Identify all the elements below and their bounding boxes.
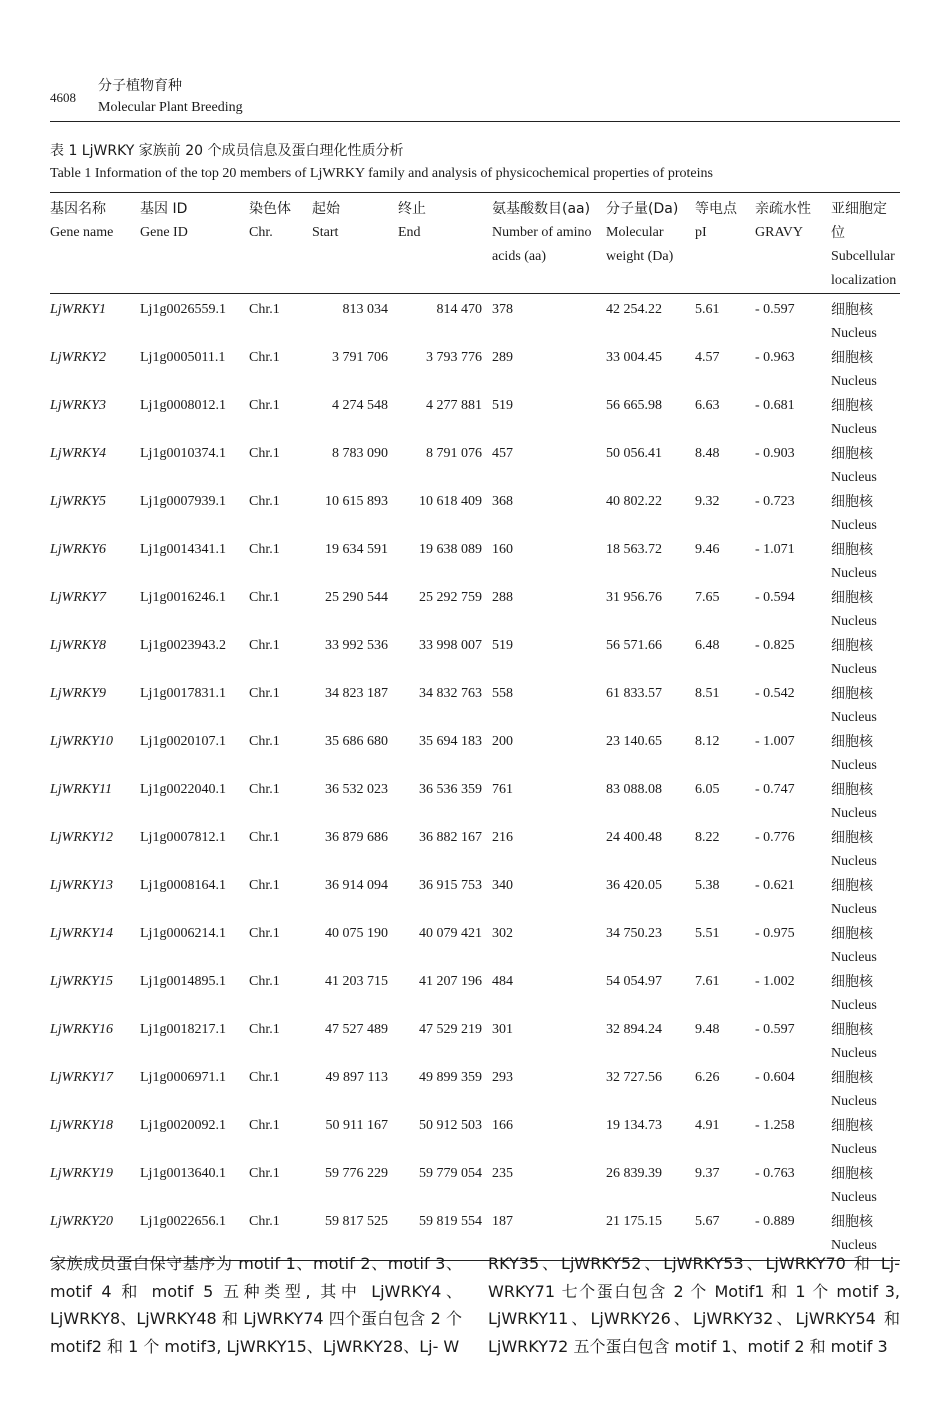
amino-acids-cell: 200 [492, 734, 513, 749]
molecular-weight-cell: 36 420.05 [606, 878, 662, 893]
end-cell: 33 998 007 [419, 638, 482, 653]
start-cell: 813 034 [342, 302, 388, 317]
table-caption-en: Table 1 Information of the top 20 members of LjWRKY family and analysis of physicochemical properties of proteins [50, 166, 713, 181]
pi-cell: 5.61 [695, 302, 720, 317]
chr-cell: Chr.1 [249, 446, 280, 461]
chr-cell: Chr.1 [249, 830, 280, 845]
gene-name-cell: LjWRKY16 [50, 1022, 114, 1037]
gene-name-cell: LjWRKY14 [50, 926, 114, 941]
amino-acids-cell: 187 [492, 1210, 606, 1261]
localization-en: Nucleus [831, 902, 877, 917]
table-row [50, 1114, 900, 1162]
localization-en: Nucleus [831, 566, 877, 581]
body-text-right-column: RKY35、LjWRKY52、LjWRKY53、LjWRKY70 和 Lj- WRKY71 七个蛋白包含 2 个 Motif1 和 1 个 motif 3, LjWRKY11、LjWRKY26、LjWRKY32、LjWRKY54 和 LjWRKY72 五个蛋白包含 motif 1、motif 2 和 motif 3 [488, 1254, 900, 1356]
pi-cell: 7.61 [695, 974, 720, 989]
end-cell: 36 536 359 [419, 782, 482, 797]
localization-en: Nucleus [831, 758, 877, 773]
table-row [50, 394, 900, 442]
gene-id-cell: Lj1g0007939.1 [140, 494, 226, 509]
localization-en: Nucleus [831, 1142, 877, 1157]
header-amino-acids: 氨基酸数目(aa) Number of amino acids (aa) [492, 193, 606, 294]
localization-cn: 细胞核 [831, 926, 873, 942]
chr-cell: Chr.1 [249, 398, 280, 413]
localization-cell [831, 730, 900, 778]
header-gravy: 亲疏水性 GRAVY [755, 193, 831, 294]
table-row [50, 874, 900, 922]
localization-en: Nucleus [831, 422, 877, 437]
gene-id-cell: Lj1g0026559.1 [140, 302, 226, 317]
gene-id-cell: Lj1g0005011.1 [140, 350, 226, 365]
table-header-row [50, 193, 900, 294]
gene-id-cell: Lj1g0022040.1 [140, 782, 226, 797]
localization-cn: 细胞核 [831, 1214, 873, 1230]
gene-id-cell: Lj1g0023943.2 [140, 638, 226, 653]
gene-name-cell: LjWRKY8 [50, 638, 107, 653]
molecular-weight-cell: 18 563.72 [606, 542, 662, 557]
start-cell: 59 776 229 [325, 1166, 388, 1181]
start-cell: 34 823 187 [325, 686, 388, 701]
gene-name-cell: LjWRKY19 [50, 1166, 114, 1181]
gene-id-cell: Lj1g0006971.1 [140, 1070, 226, 1085]
journal-title-cn: 分子植物育种 [98, 78, 182, 94]
amino-acids-cell: 519 [492, 398, 513, 413]
table-row [50, 970, 900, 1018]
header-pi: 等电点 pI [695, 193, 755, 294]
table-row [50, 1018, 900, 1066]
molecular-weight-cell: 40 802.22 [606, 494, 662, 509]
start-cell: 50 911 167 [325, 1118, 388, 1133]
amino-acids-cell: 160 [492, 542, 513, 557]
localization-cell [831, 394, 900, 442]
pi-cell: 4.57 [695, 350, 720, 365]
gene-id-cell: Lj1g0017831.1 [140, 686, 226, 701]
localization-cell [831, 778, 900, 826]
gene-id-cell: Lj1g0008164.1 [140, 878, 226, 893]
header-end: 终止 End [398, 193, 492, 294]
header-chr: 染色体 Chr. [249, 193, 312, 294]
molecular-weight-cell: 31 956.76 [606, 590, 662, 605]
amino-acids-cell: 457 [492, 446, 513, 461]
end-cell: 4 277 881 [426, 398, 482, 413]
molecular-weight-cell: 61 833.57 [606, 686, 662, 701]
molecular-weight-cell: 42 254.22 [606, 302, 662, 317]
end-cell: 19 638 089 [419, 542, 482, 557]
pi-cell: 8.48 [695, 446, 720, 461]
localization-en: Nucleus [831, 710, 877, 725]
gene-id-cell: Lj1g0022656.1 [140, 1210, 249, 1261]
localization-cn: 细胞核 [831, 446, 873, 462]
start-cell: 4 274 548 [332, 398, 388, 413]
molecular-weight-cell: 26 839.39 [606, 1166, 662, 1181]
pi-cell: 6.48 [695, 638, 720, 653]
localization-cell [831, 1114, 900, 1162]
chr-cell: Chr.1 [249, 350, 280, 365]
localization-cn: 细胞核 [831, 1166, 873, 1182]
gene-name-cell: LjWRKY9 [50, 686, 107, 701]
localization-cn: 细胞核 [831, 974, 873, 990]
localization-cell [831, 346, 900, 394]
chr-cell: Chr.1 [249, 1166, 280, 1181]
data-table-wrapper [50, 192, 900, 1261]
localization-cn: 细胞核 [831, 302, 873, 318]
molecular-weight-cell: 23 140.65 [606, 734, 662, 749]
localization-cell [831, 970, 900, 1018]
table-row [50, 442, 900, 490]
localization-en: Nucleus [831, 470, 877, 485]
localization-en: Nucleus [831, 662, 877, 677]
journal-title [98, 76, 243, 118]
gene-name-cell: LjWRKY5 [50, 494, 107, 509]
header-localization: 亚细胞定位 Subcellular localization [831, 193, 900, 294]
gravy-cell: - 1.002 [755, 974, 795, 989]
table-caption [50, 140, 900, 186]
gene-id-cell: Lj1g0006214.1 [140, 926, 226, 941]
end-cell: 40 079 421 [419, 926, 482, 941]
localization-en: Nucleus [831, 1238, 877, 1253]
table-row [50, 1162, 900, 1210]
table-caption-cn: 表 1 LjWRKY 家族前 20 个成员信息及蛋白理化性质分析 [50, 143, 404, 159]
table-row [50, 538, 900, 586]
gravy-cell: - 0.825 [755, 638, 795, 653]
amino-acids-cell: 368 [492, 494, 513, 509]
amino-acids-cell: 289 [492, 350, 513, 365]
pi-cell: 9.32 [695, 494, 720, 509]
localization-cell [831, 682, 900, 730]
start-cell: 8 783 090 [332, 446, 388, 461]
pi-cell: 6.26 [695, 1070, 720, 1085]
gene-id-cell: Lj1g0008012.1 [140, 398, 226, 413]
gravy-cell: - 0.963 [755, 350, 795, 365]
localization-en: Nucleus [831, 326, 877, 341]
gene-id-cell: Lj1g0007812.1 [140, 830, 226, 845]
localization-cn: 细胞核 [831, 830, 873, 846]
gravy-cell: - 0.903 [755, 446, 795, 461]
localization-cell [831, 1018, 900, 1066]
start-cell: 36 879 686 [325, 830, 388, 845]
localization-cn: 细胞核 [831, 734, 873, 750]
localization-en: Nucleus [831, 1190, 877, 1205]
page-header [50, 76, 900, 120]
localization-cn: 细胞核 [831, 494, 873, 510]
gene-name-cell: LjWRKY1 [50, 302, 107, 317]
end-cell: 35 694 183 [419, 734, 482, 749]
gravy-cell: - 0.597 [755, 1022, 795, 1037]
molecular-weight-cell: 50 056.41 [606, 446, 662, 461]
localization-en: Nucleus [831, 854, 877, 869]
start-cell: 33 992 536 [325, 638, 388, 653]
gravy-cell: - 0.542 [755, 686, 795, 701]
end-cell: 8 791 076 [426, 446, 482, 461]
gravy-cell: - 0.776 [755, 830, 795, 845]
localization-cell [831, 634, 900, 682]
start-cell: 59 817 525 [312, 1210, 398, 1261]
pi-cell: 9.37 [695, 1166, 720, 1181]
start-cell: 25 290 544 [325, 590, 388, 605]
end-cell: 49 899 359 [419, 1070, 482, 1085]
localization-en: Nucleus [831, 1094, 877, 1109]
end-cell: 50 912 503 [419, 1118, 482, 1133]
chr-cell: Chr.1 [249, 734, 280, 749]
localization-cn: 细胞核 [831, 638, 873, 654]
gene-name-cell: LjWRKY13 [50, 878, 114, 893]
pi-cell: 6.05 [695, 782, 720, 797]
gene-name-cell: LjWRKY20 [50, 1210, 140, 1261]
amino-acids-cell: 166 [492, 1118, 513, 1133]
gene-id-cell: Lj1g0014341.1 [140, 542, 226, 557]
localization-en: Nucleus [831, 950, 877, 965]
table-row [50, 682, 900, 730]
start-cell: 19 634 591 [325, 542, 388, 557]
localization-cell [831, 1066, 900, 1114]
molecular-weight-cell: 19 134.73 [606, 1118, 662, 1133]
amino-acids-cell: 340 [492, 878, 513, 893]
gene-id-cell: Lj1g0018217.1 [140, 1022, 226, 1037]
chr-cell: Chr.1 [249, 638, 280, 653]
chr-cell: Chr.1 [249, 1118, 280, 1133]
gravy-cell: - 1.258 [755, 1118, 795, 1133]
end-cell: 3 793 776 [426, 350, 482, 365]
pi-cell: 4.91 [695, 1118, 720, 1133]
amino-acids-cell: 301 [492, 1022, 513, 1037]
molecular-weight-cell: 32 894.24 [606, 1022, 662, 1037]
gravy-cell: - 0.597 [755, 302, 795, 317]
table-row [50, 1066, 900, 1114]
localization-cn: 细胞核 [831, 350, 873, 366]
end-cell: 59 819 554 [398, 1210, 492, 1261]
chr-cell: Chr.1 [249, 1210, 312, 1261]
localization-cn: 细胞核 [831, 542, 873, 558]
header-gene-name: 基因名称 Gene name [50, 193, 140, 294]
data-table [50, 192, 900, 1261]
localization-en: Nucleus [831, 518, 877, 533]
end-cell: 47 529 219 [419, 1022, 482, 1037]
localization-cell [831, 1162, 900, 1210]
amino-acids-cell: 378 [492, 302, 513, 317]
end-cell: 25 292 759 [419, 590, 482, 605]
gene-name-cell: LjWRKY15 [50, 974, 114, 989]
localization-en: Nucleus [831, 998, 877, 1013]
chr-cell: Chr.1 [249, 974, 280, 989]
start-cell: 49 897 113 [325, 1070, 388, 1085]
table-row [50, 778, 900, 826]
amino-acids-cell: 484 [492, 974, 513, 989]
amino-acids-cell: 293 [492, 1070, 513, 1085]
gravy-cell: - 0.747 [755, 782, 795, 797]
end-cell: 34 832 763 [419, 686, 482, 701]
molecular-weight-cell: 34 750.23 [606, 926, 662, 941]
table-row [50, 826, 900, 874]
chr-cell: Chr.1 [249, 542, 280, 557]
localization-cn: 细胞核 [831, 782, 873, 798]
gravy-cell: - 0.763 [755, 1166, 795, 1181]
gene-name-cell: LjWRKY17 [50, 1070, 114, 1085]
gene-id-cell: Lj1g0013640.1 [140, 1166, 226, 1181]
end-cell: 59 779 054 [419, 1166, 482, 1181]
gravy-cell: - 0.621 [755, 878, 795, 893]
amino-acids-cell: 216 [492, 830, 513, 845]
gene-name-cell: LjWRKY2 [50, 350, 107, 365]
molecular-weight-cell: 54 054.97 [606, 974, 662, 989]
molecular-weight-cell: 21 175.15 [606, 1210, 695, 1261]
gravy-cell: - 0.604 [755, 1070, 795, 1085]
start-cell: 35 686 680 [325, 734, 388, 749]
molecular-weight-cell: 56 571.66 [606, 638, 662, 653]
localization-cn: 细胞核 [831, 590, 873, 606]
pi-cell: 9.46 [695, 542, 720, 557]
molecular-weight-cell: 33 004.45 [606, 350, 662, 365]
pi-cell: 7.65 [695, 590, 720, 605]
table-row [50, 586, 900, 634]
localization-en: Nucleus [831, 614, 877, 629]
chr-cell: Chr.1 [249, 926, 280, 941]
localization-cell [831, 826, 900, 874]
chr-cell: Chr.1 [249, 302, 280, 317]
molecular-weight-cell: 24 400.48 [606, 830, 662, 845]
pi-cell: 8.12 [695, 734, 720, 749]
gravy-cell: - 1.071 [755, 542, 795, 557]
amino-acids-cell: 288 [492, 590, 513, 605]
localization-cn: 细胞核 [831, 1070, 873, 1086]
localization-cn: 细胞核 [831, 686, 873, 702]
chr-cell: Chr.1 [249, 1070, 280, 1085]
gene-id-cell: Lj1g0016246.1 [140, 590, 226, 605]
localization-en: Nucleus [831, 1046, 877, 1061]
chr-cell: Chr.1 [249, 782, 280, 797]
table-row [50, 294, 900, 347]
journal-title-en: Molecular Plant Breeding [98, 100, 243, 115]
header-molecular-weight: 分子量(Da) Molecular weight (Da) [606, 193, 695, 294]
chr-cell: Chr.1 [249, 878, 280, 893]
amino-acids-cell: 761 [492, 782, 513, 797]
pi-cell: 9.48 [695, 1022, 720, 1037]
end-cell: 41 207 196 [419, 974, 482, 989]
gene-id-cell: Lj1g0014895.1 [140, 974, 226, 989]
gene-name-cell: LjWRKY12 [50, 830, 114, 845]
pi-cell: 8.22 [695, 830, 720, 845]
body-text-left-column: 家族成员蛋白保守基序为 motif 1、motif 2、motif 3、motif 4 和 motif 5 五种类型, 其中 LjWRKY4、LjWRKY8、LjWRKY48 和 LjWRKY74 四个蛋白包含 2 个 motif2 和 1 个 motif3, LjWRKY15、LjWRKY28、Lj- W [50, 1254, 462, 1356]
gene-name-cell: LjWRKY10 [50, 734, 114, 749]
amino-acids-cell: 558 [492, 686, 513, 701]
start-cell: 41 203 715 [325, 974, 388, 989]
pi-cell: 6.63 [695, 398, 720, 413]
start-cell: 47 527 489 [325, 1022, 388, 1037]
localization-cn: 细胞核 [831, 1022, 873, 1038]
gravy-cell: - 0.889 [755, 1210, 831, 1261]
pi-cell: 5.67 [695, 1210, 755, 1261]
localization-cn: 细胞核 [831, 878, 873, 894]
gravy-cell: - 0.723 [755, 494, 795, 509]
amino-acids-cell: 519 [492, 638, 513, 653]
gravy-cell: - 0.975 [755, 926, 795, 941]
start-cell: 10 615 893 [325, 494, 388, 509]
pi-cell: 5.38 [695, 878, 720, 893]
chr-cell: Chr.1 [249, 590, 280, 605]
localization-cn: 细胞核 [831, 398, 873, 414]
localization-cell [831, 586, 900, 634]
gene-name-cell: LjWRKY7 [50, 590, 107, 605]
chr-cell: Chr.1 [249, 686, 280, 701]
gravy-cell: - 1.007 [755, 734, 795, 749]
chr-cell: Chr.1 [249, 494, 280, 509]
pi-cell: 5.51 [695, 926, 720, 941]
page-number: 4608 [50, 90, 76, 105]
header-rule [50, 121, 900, 122]
header-gene-id: 基因 ID Gene ID [140, 193, 249, 294]
localization-cell [831, 874, 900, 922]
localization-cn: 细胞核 [831, 1118, 873, 1134]
molecular-weight-cell: 32 727.56 [606, 1070, 662, 1085]
gene-id-cell: Lj1g0020092.1 [140, 1118, 226, 1133]
table-row [50, 922, 900, 970]
end-cell: 36 882 167 [419, 830, 482, 845]
amino-acids-cell: 235 [492, 1166, 513, 1181]
localization-en: Nucleus [831, 806, 877, 821]
gene-name-cell: LjWRKY4 [50, 446, 107, 461]
localization-cell [831, 442, 900, 490]
table-row [50, 490, 900, 538]
amino-acids-cell: 302 [492, 926, 513, 941]
gravy-cell: - 0.681 [755, 398, 795, 413]
localization-cell [831, 922, 900, 970]
end-cell: 10 618 409 [419, 494, 482, 509]
gene-name-cell: LjWRKY3 [50, 398, 107, 413]
chr-cell: Chr.1 [249, 1022, 280, 1037]
end-cell: 36 915 753 [419, 878, 482, 893]
table-row [50, 730, 900, 778]
gene-id-cell: Lj1g0010374.1 [140, 446, 226, 461]
gravy-cell: - 0.594 [755, 590, 795, 605]
localization-cell [831, 490, 900, 538]
gene-name-cell: LjWRKY18 [50, 1118, 114, 1133]
end-cell: 814 470 [436, 302, 482, 317]
gene-id-cell: Lj1g0020107.1 [140, 734, 226, 749]
table-body [50, 294, 900, 1261]
start-cell: 40 075 190 [325, 926, 388, 941]
localization-cell [831, 294, 900, 347]
start-cell: 36 532 023 [325, 782, 388, 797]
localization-en: Nucleus [831, 374, 877, 389]
header-start: 起始 Start [312, 193, 398, 294]
gene-name-cell: LjWRKY6 [50, 542, 107, 557]
start-cell: 36 914 094 [325, 878, 388, 893]
molecular-weight-cell: 56 665.98 [606, 398, 662, 413]
molecular-weight-cell: 83 088.08 [606, 782, 662, 797]
localization-cell [831, 538, 900, 586]
pi-cell: 8.51 [695, 686, 720, 701]
start-cell: 3 791 706 [332, 350, 388, 365]
table-row [50, 634, 900, 682]
gene-name-cell: LjWRKY11 [50, 782, 112, 797]
table-row [50, 346, 900, 394]
